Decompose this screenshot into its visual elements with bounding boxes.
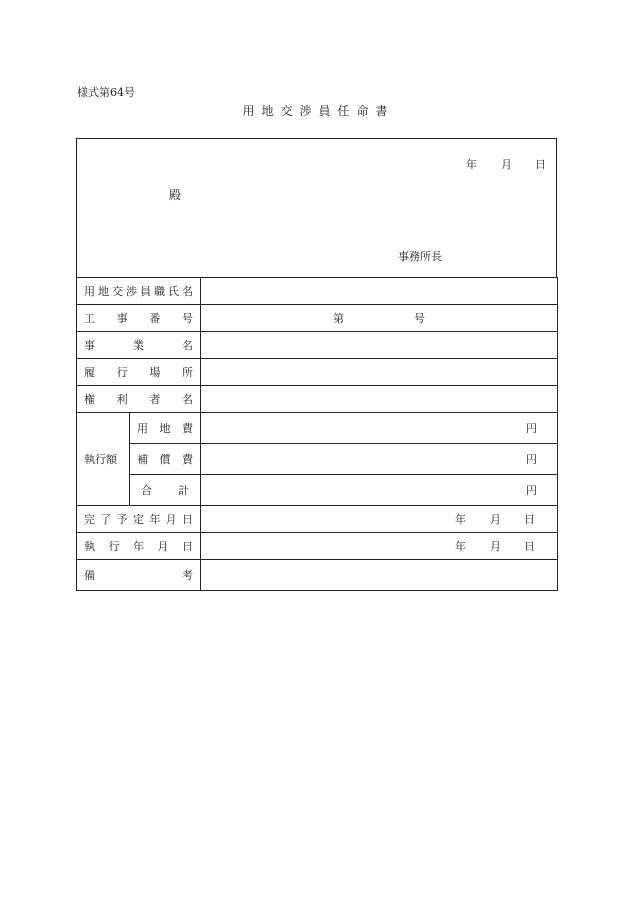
label-char: 月 xyxy=(165,513,177,526)
table-row xyxy=(77,332,558,359)
yen-unit: 円 xyxy=(526,422,537,435)
spread-text xyxy=(137,420,193,436)
label-char: 履 xyxy=(84,366,95,379)
label-char: 備 xyxy=(84,569,95,582)
yen-unit: 円 xyxy=(526,453,537,466)
label-char: 員 xyxy=(140,285,151,298)
header-box xyxy=(76,138,557,278)
spread-text xyxy=(84,511,193,527)
business-name-label xyxy=(77,332,201,359)
project-number-label xyxy=(77,305,201,332)
spread-text xyxy=(84,364,193,380)
label-char: 地 xyxy=(98,285,109,298)
addressee-suffix: 殿 xyxy=(169,188,182,202)
yen-unit: 円 xyxy=(526,484,537,497)
remarks-label xyxy=(77,560,201,591)
form-number: 様式第64号 xyxy=(77,86,135,99)
label-char: 補 xyxy=(137,453,148,466)
compensation-cost-label xyxy=(130,444,201,475)
label-char: 計 xyxy=(178,484,189,497)
day-unit: 日 xyxy=(524,513,535,526)
month-unit: 月 xyxy=(490,513,501,526)
label-char: 権 xyxy=(84,393,95,406)
header-month: 月 xyxy=(501,158,512,171)
table-row xyxy=(77,386,558,413)
label-char: 用 xyxy=(84,285,95,298)
table-row xyxy=(77,359,558,386)
label-char: 交 xyxy=(112,285,123,298)
spread-text xyxy=(84,391,193,407)
spread-text xyxy=(84,310,193,326)
table-row xyxy=(77,413,558,444)
table-row xyxy=(77,560,558,591)
project-number-field[interactable] xyxy=(201,305,558,332)
header-day: 日 xyxy=(535,158,546,171)
label-char: 執 xyxy=(84,540,95,553)
spread-text xyxy=(84,538,193,554)
label-char: 業 xyxy=(133,339,144,352)
document-title: 用地交渉員任命書 xyxy=(242,104,395,118)
label-char: 用 xyxy=(137,422,148,435)
execution-amount-text: 執行額 xyxy=(84,453,117,466)
label-char: 氏 xyxy=(168,285,179,298)
label-char: 名 xyxy=(182,339,193,352)
execution-amount-label xyxy=(77,413,130,506)
year-unit: 年 xyxy=(455,540,466,553)
land-cost-field[interactable] xyxy=(201,413,558,444)
label-char: 名 xyxy=(182,285,193,298)
label-char: 号 xyxy=(181,312,193,325)
table-row xyxy=(77,278,558,305)
land-cost-label xyxy=(130,413,201,444)
officer-name-label xyxy=(77,278,201,305)
label-char: 費 xyxy=(182,422,193,435)
label-char: 日 xyxy=(182,540,193,553)
spread-text xyxy=(84,283,193,299)
planned-completion-field[interactable] xyxy=(201,506,558,533)
location-field[interactable] xyxy=(201,359,558,386)
label-char: 完 xyxy=(84,513,95,526)
label-char: 考 xyxy=(182,569,193,582)
table-row xyxy=(77,444,558,475)
label-char: 工 xyxy=(84,312,95,325)
remarks-field[interactable] xyxy=(201,560,558,591)
rights-holder-label xyxy=(77,386,201,413)
label-char: 行 xyxy=(116,366,128,379)
label-char: 定 xyxy=(132,513,144,526)
header-year: 年 xyxy=(466,158,477,171)
label-char: 合 xyxy=(141,484,152,497)
label-char: 月 xyxy=(157,540,169,553)
officer-name-field[interactable] xyxy=(201,278,558,305)
spread-text xyxy=(84,567,193,583)
label-char: 渉 xyxy=(126,285,137,298)
table-row xyxy=(77,533,558,560)
total-label xyxy=(130,475,201,506)
label-char: 償 xyxy=(159,453,171,466)
rights-holder-field[interactable] xyxy=(201,386,558,413)
label-char: 事 xyxy=(116,312,128,325)
location-label xyxy=(77,359,201,386)
total-field[interactable] xyxy=(201,475,558,506)
label-char: 所 xyxy=(181,366,193,379)
label-char: 年 xyxy=(149,513,161,526)
year-unit: 年 xyxy=(455,513,466,526)
label-char: 者 xyxy=(149,393,161,406)
label-char: 職 xyxy=(154,285,165,298)
planned-completion-label xyxy=(77,506,201,533)
day-unit: 日 xyxy=(524,540,535,553)
execution-date-field[interactable] xyxy=(201,533,558,560)
spread-text xyxy=(84,337,193,353)
issuer-title: 事務所長 xyxy=(398,250,442,263)
spread-text xyxy=(137,451,193,467)
label-char: 年 xyxy=(133,540,144,553)
table-row xyxy=(77,506,558,533)
label-char: 場 xyxy=(149,366,161,379)
label-char: 地 xyxy=(159,422,171,435)
label-char: 予 xyxy=(116,513,128,526)
month-unit: 月 xyxy=(490,540,501,553)
label-char: 名 xyxy=(181,393,193,406)
table-row xyxy=(77,305,558,332)
appointment-form-table xyxy=(76,277,558,591)
label-char: 行 xyxy=(108,540,120,553)
compensation-cost-field[interactable] xyxy=(201,444,558,475)
label-char: 番 xyxy=(149,312,161,325)
label-char: 日 xyxy=(181,513,193,526)
label-char: 了 xyxy=(100,513,112,526)
number-suffix: 号 xyxy=(414,312,425,325)
number-prefix: 第 xyxy=(333,312,344,325)
label-char: 費 xyxy=(182,453,193,466)
table-row xyxy=(77,475,558,506)
spread-text xyxy=(137,482,193,498)
label-char: 事 xyxy=(84,339,95,352)
business-name-field[interactable] xyxy=(201,332,558,359)
label-char: 利 xyxy=(116,393,128,406)
execution-date-label xyxy=(77,533,201,560)
